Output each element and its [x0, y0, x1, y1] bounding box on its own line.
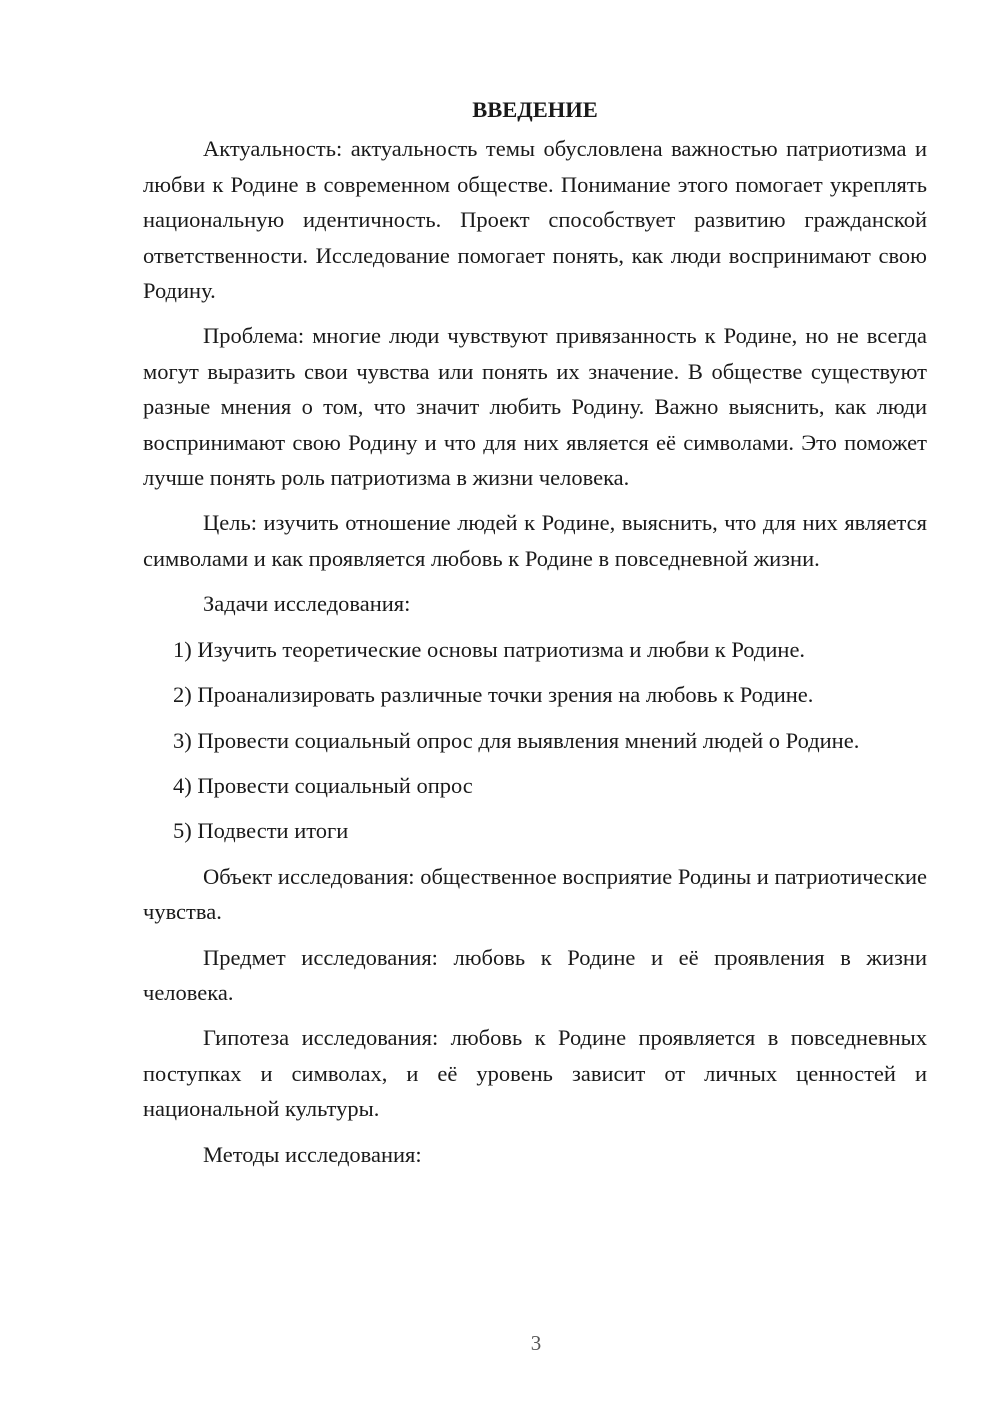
tasks-heading: Задачи исследования: [203, 591, 411, 617]
subject-paragraph: Предмет исследования: любовь к Родине и её проявления в жизни человека. [143, 944, 927, 1005]
task-item: 5) Подвести итоги [173, 818, 349, 844]
page-title: ВВЕДЕНИЕ [472, 97, 598, 122]
tasks-list [143, 632, 927, 849]
hypothesis-paragraph: Гипотеза исследования: любовь к Родине проявляется в повседневных поступках и символах, и её уровень зависит от личных ценностей и национальной культуры. [143, 1025, 927, 1122]
task-item: 2) Проанализировать различные точки зрения на любовь к Родине. [173, 682, 814, 708]
task-item: 1) Изучить теоретические основы патриотизма и любви к Родине. [173, 636, 806, 662]
task-item: 3) Провести социальный опрос для выявления мнений людей о Родине. [173, 727, 860, 753]
methods-heading: Методы исследования: [203, 1141, 422, 1167]
relevance-paragraph: Актуальность: актуальность темы обусловлена важностью патриотизма и любви к Родине в современном обществе. Понимание этого помогает укреплять национальную идентичность. Проект способствует развитию гражданской ответственности. Исследование помогает понять, как люди воспринимают свою Родину. [143, 136, 927, 304]
document-page [143, 92, 927, 1182]
goal-paragraph: Цель: изучить отношение людей к Родине, выяснить, что для них является символами и как проявляется любовь к Родине в повседневной жизни. [143, 510, 927, 571]
page-number: 3 [530, 1331, 542, 1355]
problem-paragraph: Проблема: многие люди чувствуют привязанность к Родине, но не всегда могут выразить свои чувства или понять их значение. В обществе существуют разные мнения о том, что значит любить Родину. Важно выяснить, как люди воспринимают свою Родину и что для них является её символами. Это поможет лучше понять роль патриотизма в жизни человека. [143, 323, 927, 491]
task-item: 4) Провести социальный опрос [173, 772, 473, 798]
object-paragraph: Объект исследования: общественное восприятие Родины и патриотические чувства. [143, 863, 927, 925]
